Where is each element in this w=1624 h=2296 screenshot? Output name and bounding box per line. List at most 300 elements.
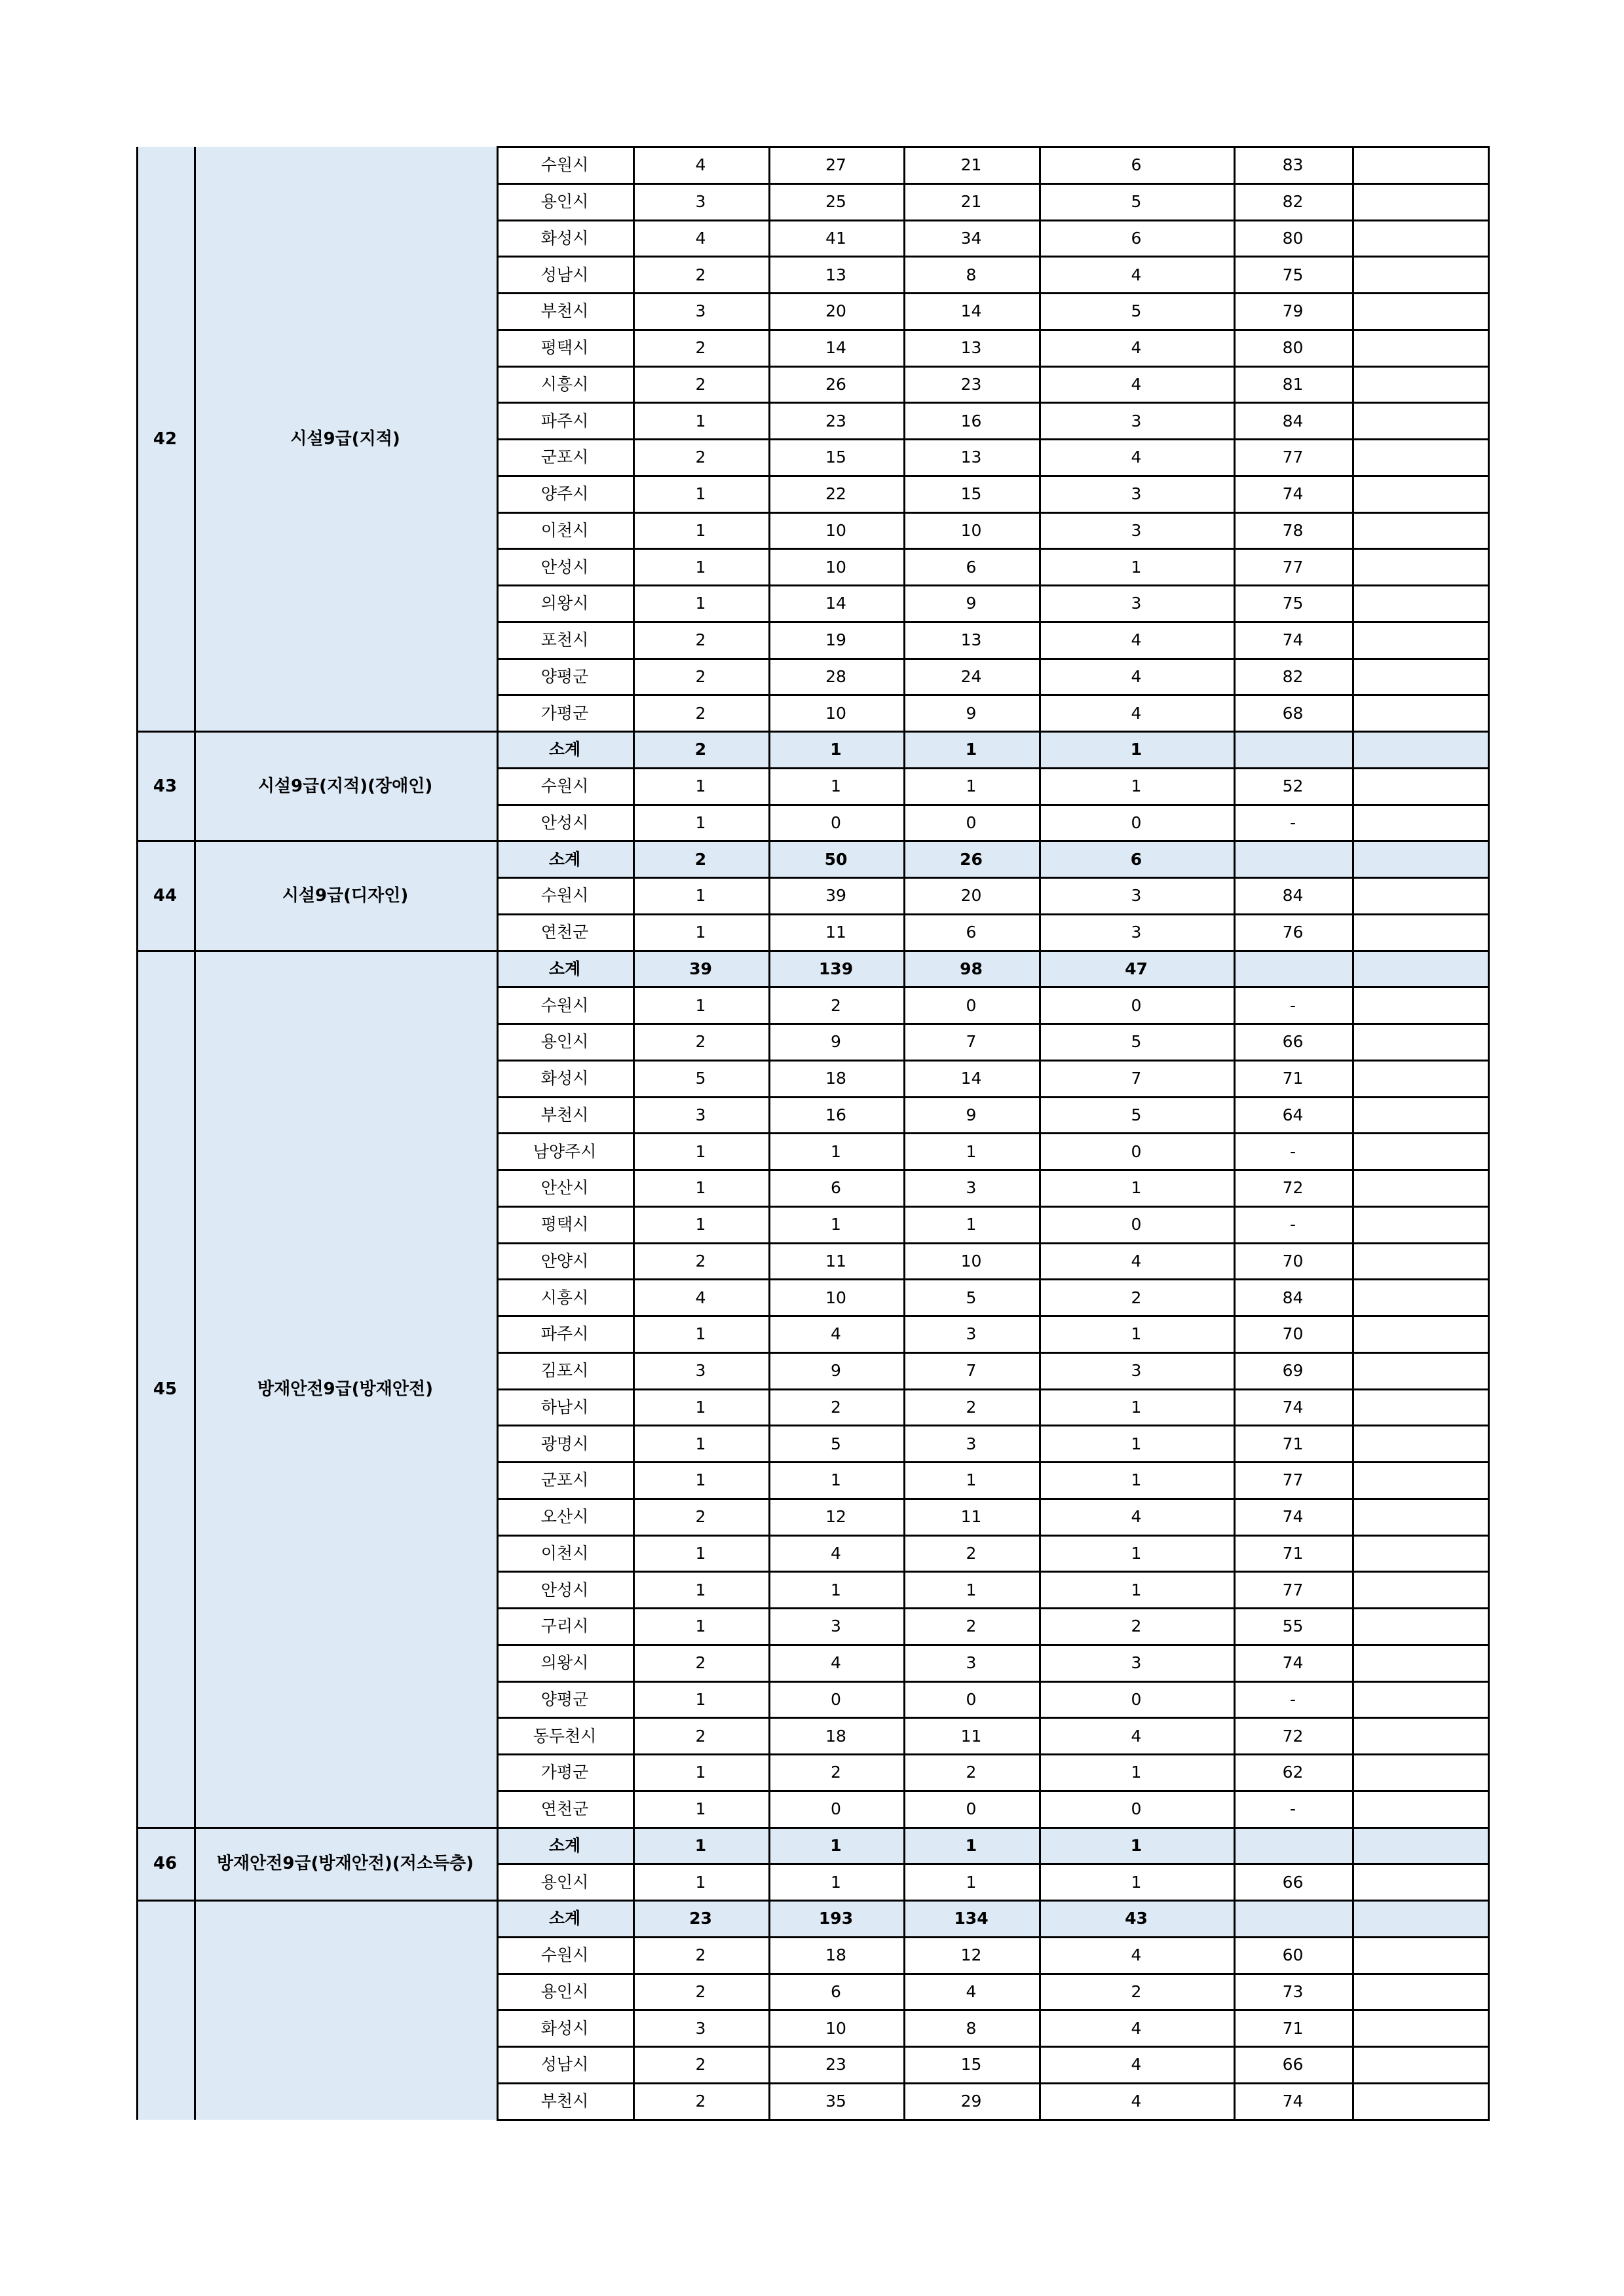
- value-cell-c1: 2: [695, 1032, 706, 1052]
- grid-line: [497, 183, 1490, 185]
- value-cell-c4: 3: [1131, 1361, 1142, 1381]
- region-cell: 평택시: [540, 1215, 589, 1234]
- grid-line: [497, 1461, 1490, 1463]
- region-cell: 이천시: [540, 520, 589, 540]
- remarks-cell: [1352, 1389, 1490, 1426]
- value-cell-c3: 1: [966, 776, 977, 796]
- value-cell-c3: 13: [960, 338, 982, 358]
- group-position-name-cell: 시설9급(지적)(장애인): [194, 731, 497, 841]
- value-cell-c3: 1: [966, 1141, 977, 1161]
- value-cell-c5: -: [1289, 1799, 1296, 1819]
- value-cell-c2: 10: [825, 703, 846, 723]
- value-cell-c5: 80: [1282, 228, 1304, 248]
- value-cell-c2: 1: [768, 1827, 903, 1864]
- group-number-cell: 42: [136, 147, 194, 731]
- value-cell-c2: 10: [825, 1288, 846, 1307]
- region-cell: 의왕시: [540, 1653, 589, 1673]
- value-cell-c2: 10: [825, 2018, 846, 2038]
- region-cell: 이천시: [540, 1543, 589, 1563]
- region-cell: 가평군: [540, 703, 589, 723]
- value-cell-c5: 77: [1282, 1470, 1304, 1490]
- value-cell-c2: 10: [825, 557, 846, 577]
- value-cell-c4: 6: [1039, 841, 1234, 877]
- value-cell-c4: 4: [1131, 448, 1142, 467]
- value-cell-c5: 83: [1282, 155, 1304, 175]
- value-cell-c2: 14: [825, 594, 846, 613]
- value-cell-c5: 81: [1282, 374, 1304, 394]
- region-cell: 양평군: [540, 1689, 589, 1709]
- value-cell-c1: 2: [695, 1507, 706, 1527]
- value-cell-c1: 4: [695, 1288, 706, 1307]
- value-cell-c4: 2: [1131, 1288, 1142, 1307]
- grid-line: [497, 256, 1490, 258]
- grid-line: [497, 950, 1490, 952]
- grid-line: [497, 1900, 1490, 1902]
- value-cell-c2: 19: [825, 630, 846, 650]
- group-number-cell: 43: [136, 731, 194, 841]
- region-cell: 파주시: [540, 411, 589, 430]
- grid-line: [497, 1425, 1490, 1426]
- value-cell-c3: 5: [966, 1288, 977, 1307]
- region-cell: 성남시: [540, 2055, 589, 2075]
- grid-line: [497, 438, 1490, 440]
- value-cell-c4: 3: [1131, 594, 1142, 613]
- value-cell-c4: 1: [1131, 1324, 1142, 1344]
- remarks-cell: [1352, 1864, 1490, 1900]
- remarks-cell: [1352, 1974, 1490, 2010]
- value-cell-c2: 15: [825, 448, 846, 467]
- value-cell-c1: 1: [695, 520, 706, 540]
- remarks-cell: [1352, 1097, 1490, 1134]
- grid-line: [497, 694, 1490, 696]
- remarks-cell: [1352, 1462, 1490, 1499]
- grid-line: [497, 877, 1490, 879]
- value-cell-c5: 71: [1282, 1069, 1304, 1088]
- group-position-name-cell: [194, 1900, 497, 2120]
- value-cell-c4: 6: [1131, 155, 1142, 175]
- value-cell-c2: 5: [831, 1434, 841, 1453]
- remarks-cell: [1352, 1717, 1490, 1754]
- value-cell-c5: 66: [1282, 1872, 1304, 1892]
- value-cell-c5: -: [1289, 813, 1296, 832]
- remarks-cell: [1352, 768, 1490, 805]
- grid-line: [497, 1827, 1490, 1829]
- value-cell-c4: 4: [1131, 1507, 1142, 1527]
- value-cell-c3: 11: [960, 1726, 982, 1746]
- value-cell-c2: 35: [825, 2092, 846, 2111]
- region-cell: 오산시: [540, 1507, 589, 1527]
- value-cell-c1: 1: [695, 1324, 706, 1344]
- value-cell-c2: 1: [831, 1141, 841, 1161]
- remarks-cell: [1352, 1425, 1490, 1462]
- value-cell-c3: 0: [966, 995, 977, 1015]
- value-cell-c4: 3: [1131, 1653, 1142, 1673]
- value-cell-c2: 2: [831, 1397, 841, 1417]
- value-cell-c2: 1: [831, 1215, 841, 1234]
- value-cell-c3: 3: [966, 1653, 977, 1673]
- value-cell-c5: -: [1289, 1141, 1296, 1161]
- value-cell-c2: 25: [825, 192, 846, 212]
- value-cell-c3: 0: [966, 813, 977, 832]
- grid-line: [497, 1753, 1490, 1755]
- value-cell-c5: 74: [1282, 484, 1304, 504]
- remarks-cell: [1352, 659, 1490, 695]
- value-cell-c2: 1: [831, 1872, 841, 1892]
- value-cell-c2: 0: [831, 1799, 841, 1819]
- region-cell: 성남시: [540, 265, 589, 284]
- value-cell-c1: 1: [695, 776, 706, 796]
- value-cell-c5: 69: [1282, 1361, 1304, 1381]
- value-cell-c4: 4: [1131, 338, 1142, 358]
- region-cell: 수원시: [540, 155, 589, 175]
- value-cell-c2: 22: [825, 484, 846, 504]
- value-cell-c5: 84: [1282, 886, 1304, 906]
- value-cell-c2: 12: [825, 1507, 846, 1527]
- value-cell-c3: 3: [966, 1178, 977, 1198]
- value-cell-c4: 5: [1131, 1032, 1142, 1052]
- value-cell-c4: 5: [1131, 301, 1142, 321]
- value-cell-c5: 71: [1282, 1543, 1304, 1563]
- value-cell-c1: 2: [695, 1945, 706, 1965]
- value-cell-c3: 11: [960, 1507, 982, 1527]
- grid-line: [497, 292, 1490, 294]
- region-cell: 화성시: [540, 2018, 589, 2038]
- region-cell: 연천군: [540, 1799, 589, 1819]
- region-cell: 양주시: [540, 484, 589, 504]
- value-cell-c4: 2: [1131, 1981, 1142, 2001]
- value-cell-c2: 9: [831, 1361, 841, 1381]
- value-cell-c1: 39: [633, 951, 768, 987]
- grid-line: [497, 548, 1490, 550]
- value-cell-c1: 3: [695, 1361, 706, 1381]
- region-cell: 부천시: [540, 1105, 589, 1124]
- value-cell-c1: 1: [695, 1872, 706, 1892]
- value-cell-c4: 1: [1131, 1543, 1142, 1563]
- value-cell-c1: 4: [695, 155, 706, 175]
- grid-line: [497, 1352, 1490, 1354]
- grid-line: [497, 1023, 1490, 1025]
- value-cell-c2: 18: [825, 1726, 846, 1746]
- value-cell-c3: 26: [903, 841, 1039, 877]
- grid-line: [497, 1498, 1490, 1500]
- value-cell-c2: 23: [825, 2055, 846, 2075]
- value-cell-c4: 1: [1131, 1580, 1142, 1599]
- region-cell: 안양시: [540, 1251, 589, 1271]
- region-cell: 구리시: [540, 1617, 589, 1636]
- region-cell: 동두천시: [533, 1726, 597, 1746]
- remarks-cell: [1352, 1060, 1490, 1097]
- value-cell-c4: 4: [1131, 630, 1142, 650]
- value-cell-c4: 2: [1131, 1617, 1142, 1636]
- value-cell-c1: 1: [695, 484, 706, 504]
- value-cell-c5: 78: [1282, 520, 1304, 540]
- value-cell-c4: 4: [1131, 1726, 1142, 1746]
- value-cell-c3: 21: [960, 155, 982, 175]
- region-cell: 수원시: [540, 995, 589, 1015]
- value-cell-c4: 1: [1131, 1763, 1142, 1782]
- value-cell-c2: 26: [825, 374, 846, 394]
- value-cell-c4: 6: [1131, 228, 1142, 248]
- region-cell: 안산시: [540, 1178, 589, 1198]
- value-cell-c5: 52: [1282, 776, 1304, 796]
- grid-line: [497, 767, 1490, 769]
- remarks-cell: [1352, 1316, 1490, 1352]
- region-cell: 용인시: [540, 1981, 589, 2001]
- value-cell-c1: 1: [695, 1397, 706, 1417]
- group-number-cell: 46: [136, 1827, 194, 1901]
- value-cell-c3: 1: [966, 1215, 977, 1234]
- remarks-cell: [1352, 1937, 1490, 1974]
- value-cell-c2: 50: [768, 841, 903, 877]
- region-cell: 부천시: [540, 2092, 589, 2111]
- value-cell-c1: 2: [695, 1726, 706, 1746]
- value-cell-c5: 71: [1282, 2018, 1304, 2038]
- value-cell-c3: 0: [966, 1799, 977, 1819]
- remarks-cell: [1352, 914, 1490, 951]
- value-cell-c4: 1: [1131, 1872, 1142, 1892]
- remarks-cell: [1352, 2083, 1490, 2120]
- grid-line: [497, 1206, 1490, 1208]
- value-cell-c1: 1: [695, 411, 706, 430]
- value-cell-c1: 3: [695, 1105, 706, 1124]
- region-cell: 하남시: [540, 1397, 589, 1417]
- value-cell-c5: 68: [1282, 703, 1304, 723]
- value-cell-c3: 98: [903, 951, 1039, 987]
- region-cell: 연천군: [540, 923, 589, 942]
- value-cell-c3: 1: [903, 731, 1039, 768]
- value-cell-c2: 13: [825, 265, 846, 284]
- value-cell-c4: 0: [1131, 1799, 1142, 1819]
- grid-line: [497, 475, 1490, 477]
- value-cell-c2: 4: [831, 1324, 841, 1344]
- value-cell-c5: 74: [1282, 2092, 1304, 2111]
- value-cell-c2: 39: [825, 886, 846, 906]
- value-cell-c1: 1: [695, 1434, 706, 1453]
- group-number-cell: 45: [136, 951, 194, 1827]
- remarks-cell: [1352, 2046, 1490, 2083]
- value-cell-c3: 12: [960, 1945, 982, 1965]
- value-cell-c5: 77: [1282, 557, 1304, 577]
- value-cell-c2: 1: [831, 1580, 841, 1599]
- value-cell-c4: 1: [1131, 1470, 1142, 1490]
- region-cell: 부천시: [540, 301, 589, 321]
- remarks-cell: [1352, 1499, 1490, 1535]
- value-cell-c4: 1: [1039, 731, 1234, 768]
- remarks-cell: [1352, 731, 1490, 768]
- value-cell-c5: -: [1289, 1689, 1296, 1709]
- grid-line: [497, 731, 1490, 733]
- remarks-cell: [1352, 330, 1490, 366]
- value-cell-c5: 76: [1282, 923, 1304, 942]
- group-position-name-cell: 방재안전9급(방재안전)(저소득층): [194, 1827, 497, 1901]
- value-cell-c5: 75: [1282, 594, 1304, 613]
- value-cell-c1: 1: [695, 1617, 706, 1636]
- value-cell-c5: -: [1289, 995, 1296, 1015]
- value-cell-c4: 1: [1131, 776, 1142, 796]
- value-cell-c1: 1: [695, 1141, 706, 1161]
- subtotal-label-cell: 소계: [497, 1900, 633, 1937]
- value-cell-c3: 134: [903, 1900, 1039, 1937]
- grid-line: [497, 1242, 1490, 1244]
- value-cell-c1: 2: [695, 265, 706, 284]
- value-cell-c5: 62: [1282, 1763, 1304, 1782]
- value-cell-c2: 9: [831, 1032, 841, 1052]
- value-cell-c4: 47: [1039, 951, 1234, 987]
- region-cell: 수원시: [540, 776, 589, 796]
- value-cell-c3: 4: [966, 1981, 977, 2001]
- value-cell-c3: 20: [960, 886, 982, 906]
- grid-line: [497, 1717, 1490, 1719]
- grid-line: [497, 366, 1490, 368]
- value-cell-c1: 2: [695, 1251, 706, 1271]
- value-cell-c3: 1: [966, 1470, 977, 1490]
- remarks-cell: [1352, 439, 1490, 476]
- value-cell-c4: 4: [1131, 374, 1142, 394]
- group-position-name-cell: 시설9급(지적): [194, 147, 497, 731]
- region-cell: 가평군: [540, 1763, 589, 1782]
- value-cell-c3: 9: [966, 1105, 977, 1124]
- value-cell-c1: 4: [695, 228, 706, 248]
- region-cell: 의왕시: [540, 594, 589, 613]
- value-cell-c5: 74: [1282, 1507, 1304, 1527]
- value-cell-c3: 2: [966, 1617, 977, 1636]
- remarks-cell: [1352, 987, 1490, 1024]
- remarks-cell: [1352, 147, 1490, 183]
- region-cell: 안성시: [540, 557, 589, 577]
- grid-line: [497, 1315, 1490, 1317]
- value-cell-c4: 0: [1131, 1141, 1142, 1161]
- remarks-cell: [1352, 366, 1490, 403]
- value-cell-c3: 6: [966, 557, 977, 577]
- grid-line: [497, 658, 1490, 660]
- value-cell-c4: 4: [1131, 2092, 1142, 2111]
- value-cell-c1: 2: [695, 374, 706, 394]
- subtotal-label-cell: 소계: [497, 1827, 633, 1864]
- value-cell-c1: 2: [633, 731, 768, 768]
- value-cell-c5: 77: [1282, 448, 1304, 467]
- value-cell-c3: 23: [960, 374, 982, 394]
- region-cell: 용인시: [540, 1032, 589, 1052]
- remarks-cell: [1352, 1024, 1490, 1060]
- value-cell-c3: 34: [960, 228, 982, 248]
- grid-line: [497, 621, 1490, 623]
- value-cell-c3: 3: [966, 1324, 977, 1344]
- recruitment-statistics-table: [136, 147, 1490, 2111]
- value-cell-c3: 9: [966, 703, 977, 723]
- value-cell-c4: 4: [1131, 703, 1142, 723]
- value-cell-c2: 11: [825, 923, 846, 942]
- value-cell-c4: 0: [1131, 1215, 1142, 1234]
- value-cell-c3: 7: [966, 1361, 977, 1381]
- value-cell-c4: 1: [1131, 1397, 1142, 1417]
- grid-line: [136, 731, 497, 733]
- value-cell-c1: 1: [695, 886, 706, 906]
- value-cell-c1: 1: [695, 1470, 706, 1490]
- remarks-cell: [1352, 1827, 1490, 1864]
- value-cell-c2: 23: [825, 411, 846, 430]
- grid-line: [497, 329, 1490, 331]
- remarks-cell: [1352, 695, 1490, 731]
- grid-line: [497, 804, 1490, 806]
- value-cell-c4: 4: [1131, 265, 1142, 284]
- value-cell-c4: 1: [1131, 1434, 1142, 1453]
- grid-line: [136, 1900, 497, 1902]
- value-cell-c5: 66: [1282, 2055, 1304, 2075]
- value-cell-c4: 0: [1131, 813, 1142, 832]
- value-cell-c4: 4: [1131, 1945, 1142, 1965]
- value-cell-c3: 2: [966, 1763, 977, 1782]
- remarks-cell: [1352, 1681, 1490, 1718]
- grid-line: [497, 1060, 1490, 1062]
- value-cell-c3: 10: [960, 520, 982, 540]
- value-cell-c3: 9: [966, 594, 977, 613]
- value-cell-c4: 3: [1131, 886, 1142, 906]
- grid-line: [497, 1644, 1490, 1646]
- region-cell: 군포시: [540, 1470, 589, 1490]
- value-cell-c3: 14: [960, 1069, 982, 1088]
- value-cell-c5: 55: [1282, 1617, 1304, 1636]
- value-cell-c1: 3: [695, 2018, 706, 2038]
- remarks-cell: [1352, 293, 1490, 330]
- region-cell: 파주시: [540, 1324, 589, 1344]
- value-cell-c3: 16: [960, 411, 982, 430]
- value-cell-c1: 2: [695, 2055, 706, 2075]
- remarks-cell: [1352, 841, 1490, 877]
- region-cell: 군포시: [540, 448, 589, 467]
- remarks-cell: [1352, 951, 1490, 987]
- value-cell-c3: 8: [966, 265, 977, 284]
- remarks-cell: [1352, 1571, 1490, 1608]
- grid-line: [497, 402, 1490, 404]
- value-cell-c3: 29: [960, 2092, 982, 2111]
- value-cell-c5: [1234, 1900, 1352, 1937]
- value-cell-c1: 2: [695, 1653, 706, 1673]
- value-cell-c5: 74: [1282, 630, 1304, 650]
- grid-line: [136, 950, 497, 952]
- remarks-cell: [1352, 476, 1490, 512]
- region-cell: 안성시: [540, 1580, 589, 1599]
- grid-line: [497, 1973, 1490, 1975]
- value-cell-c4: 4: [1131, 2018, 1142, 2038]
- remarks-cell: [1352, 1279, 1490, 1316]
- value-cell-c1: 3: [695, 192, 706, 212]
- value-cell-c5: [1234, 731, 1352, 768]
- value-cell-c2: 10: [825, 520, 846, 540]
- region-cell: 화성시: [540, 1069, 589, 1088]
- value-cell-c3: 6: [966, 923, 977, 942]
- value-cell-c4: 3: [1131, 484, 1142, 504]
- remarks-cell: [1352, 1754, 1490, 1791]
- value-cell-c5: 60: [1282, 1945, 1304, 1965]
- value-cell-c3: 13: [960, 448, 982, 467]
- value-cell-c4: 3: [1131, 923, 1142, 942]
- value-cell-c5: 75: [1282, 265, 1304, 284]
- remarks-cell: [1352, 220, 1490, 257]
- grid-line: [136, 840, 497, 842]
- value-cell-c1: 1: [695, 995, 706, 1015]
- value-cell-c3: 2: [966, 1397, 977, 1417]
- value-cell-c1: 1: [695, 594, 706, 613]
- grid-line: [497, 584, 1490, 586]
- value-cell-c5: 70: [1282, 1251, 1304, 1271]
- value-cell-c3: 13: [960, 630, 982, 650]
- region-cell: 시흥시: [540, 1288, 589, 1307]
- subtotal-label-cell: 소계: [497, 841, 633, 877]
- value-cell-c2: 1: [831, 776, 841, 796]
- value-cell-c3: 21: [960, 192, 982, 212]
- grid-line: [497, 146, 1490, 148]
- value-cell-c1: 3: [695, 301, 706, 321]
